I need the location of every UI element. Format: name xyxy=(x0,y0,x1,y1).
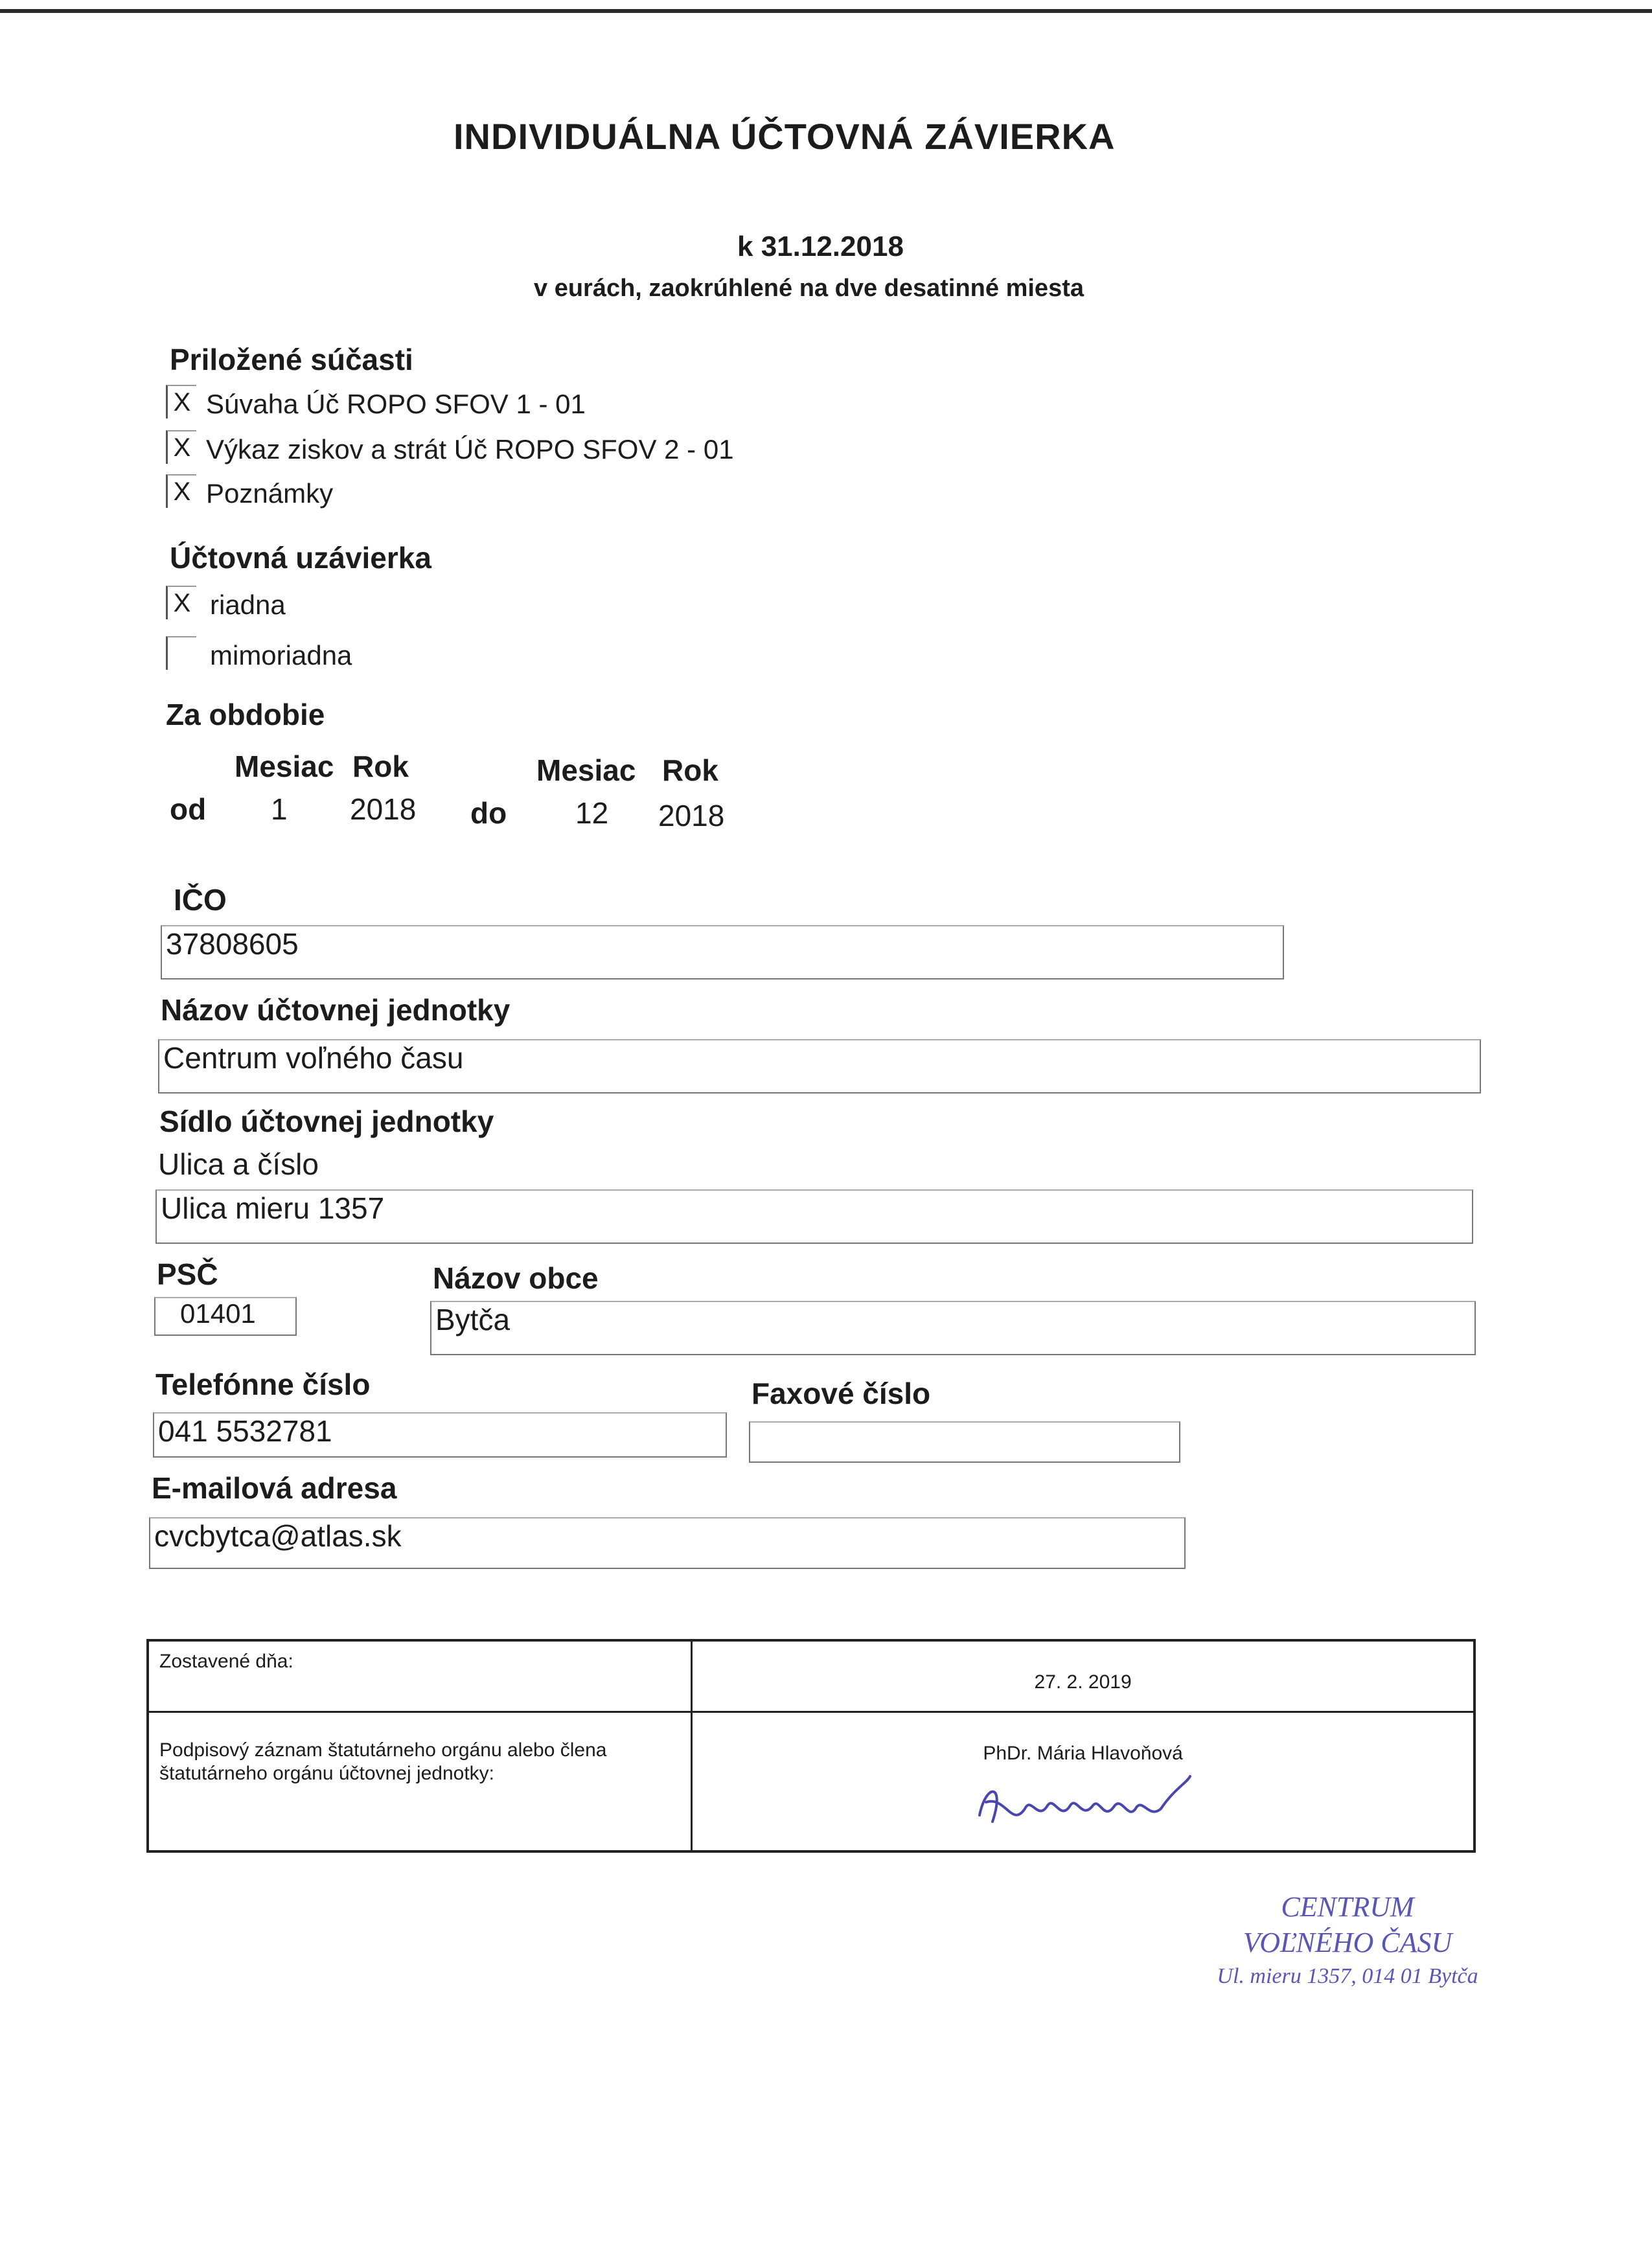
period-to-year: 2018 xyxy=(658,799,725,832)
compiled-label-cell xyxy=(148,1640,692,1712)
signer-name: PhDr. Mária Hlavoňová xyxy=(983,1742,1183,1764)
attachment-label-balance: Súvaha Úč ROPO SFOV 1 - 01 xyxy=(206,389,586,419)
period-from-year: 2018 xyxy=(350,792,417,826)
street-label: Ulica a číslo xyxy=(158,1147,319,1181)
city-field[interactable] xyxy=(430,1301,1476,1355)
ico-field[interactable] xyxy=(161,925,1284,979)
currency-note: v eurách, zaokrúhlené na dve desatinné miesta xyxy=(534,275,1084,302)
phone-label: Telefónne číslo xyxy=(155,1368,371,1401)
stamp-line-1: CENTRUM xyxy=(1281,1891,1414,1923)
stamp-line-3: Ul. mieru 1357, 014 01 Bytča xyxy=(1217,1964,1478,1988)
attachments-heading: Priložené súčasti xyxy=(170,343,413,376)
ico-label: IČO xyxy=(174,883,227,917)
period-from-year-label: Rok xyxy=(352,750,409,783)
period-from-label: od xyxy=(170,792,207,826)
scan-top-edge xyxy=(0,9,1652,13)
closing-date: k 31.12.2018 xyxy=(737,231,904,262)
attachment-checkbox-balance[interactable]: X xyxy=(166,385,196,418)
attachment-label-notes: Poznámky xyxy=(206,478,334,509)
name-label: Názov účtovnej jednotky xyxy=(161,993,511,1027)
attachment-label-income: Výkaz ziskov a strát Úč ROPO SFOV 2 - 01 xyxy=(206,434,734,464)
psc-label: PSČ xyxy=(157,1257,218,1291)
name-field[interactable] xyxy=(158,1039,1481,1094)
fax-label: Faxové číslo xyxy=(751,1377,931,1410)
email-field[interactable] xyxy=(149,1517,1186,1569)
sign-label: Podpisový záznam štatutárneho orgánu alebo člena štatutárneho orgánu účtovnej jednotky: xyxy=(159,1739,607,1784)
phone-value: 041 5532781 xyxy=(158,1414,332,1448)
attachment-checkbox-income[interactable]: X xyxy=(166,430,196,464)
closing-checkbox-extraordinary[interactable] xyxy=(166,636,196,670)
city-label: Názov obce xyxy=(433,1261,599,1295)
phone-field[interactable] xyxy=(153,1412,727,1458)
handwritten-signature xyxy=(967,1770,1200,1841)
compiled-value-cell xyxy=(692,1640,1474,1712)
stamp-line-2: VOĽNÉHO ČASU xyxy=(1243,1927,1452,1958)
closing-label-extraordinary: mimoriadna xyxy=(210,640,352,670)
fax-field[interactable] xyxy=(749,1421,1180,1463)
organization-stamp xyxy=(1179,1890,1516,1989)
attachment-checkbox-notes[interactable]: X xyxy=(166,474,196,508)
closing-checkbox-regular[interactable]: X xyxy=(166,586,196,619)
period-to-month: 12 xyxy=(575,796,609,830)
street-field[interactable] xyxy=(155,1189,1473,1244)
psc-field[interactable] xyxy=(154,1297,297,1336)
period-from-month: 1 xyxy=(271,792,288,826)
closing-heading: Účtovná uzávierka xyxy=(170,541,431,575)
period-heading: Za obdobie xyxy=(166,698,325,731)
city-value: Bytča xyxy=(435,1303,511,1336)
signature-table xyxy=(146,1639,1476,1853)
document-title: INDIVIDUÁLNA ÚČTOVNÁ ZÁVIERKA xyxy=(453,116,1116,157)
period-to-month-label: Mesiac xyxy=(536,753,636,787)
sign-value-cell xyxy=(692,1712,1474,1851)
name-value: Centrum voľného času xyxy=(163,1041,464,1075)
street-value: Ulica mieru 1357 xyxy=(161,1191,385,1225)
address-label: Sídlo účtovnej jednotky xyxy=(159,1105,494,1138)
period-to-year-label: Rok xyxy=(662,753,718,787)
compiled-label: Zostavené dňa: xyxy=(159,1651,293,1672)
psc-value: 01401 xyxy=(180,1298,256,1329)
email-label: E-mailová adresa xyxy=(152,1471,397,1505)
period-to-label: do xyxy=(470,796,507,830)
compiled-date: 27. 2. 2019 xyxy=(1034,1671,1132,1693)
period-from-month-label: Mesiac xyxy=(235,750,334,783)
email-value: cvcbytca@atlas.sk xyxy=(154,1519,402,1553)
ico-value: 37808605 xyxy=(166,927,299,961)
closing-label-regular: riadna xyxy=(210,590,286,620)
sign-label-cell xyxy=(148,1712,692,1851)
